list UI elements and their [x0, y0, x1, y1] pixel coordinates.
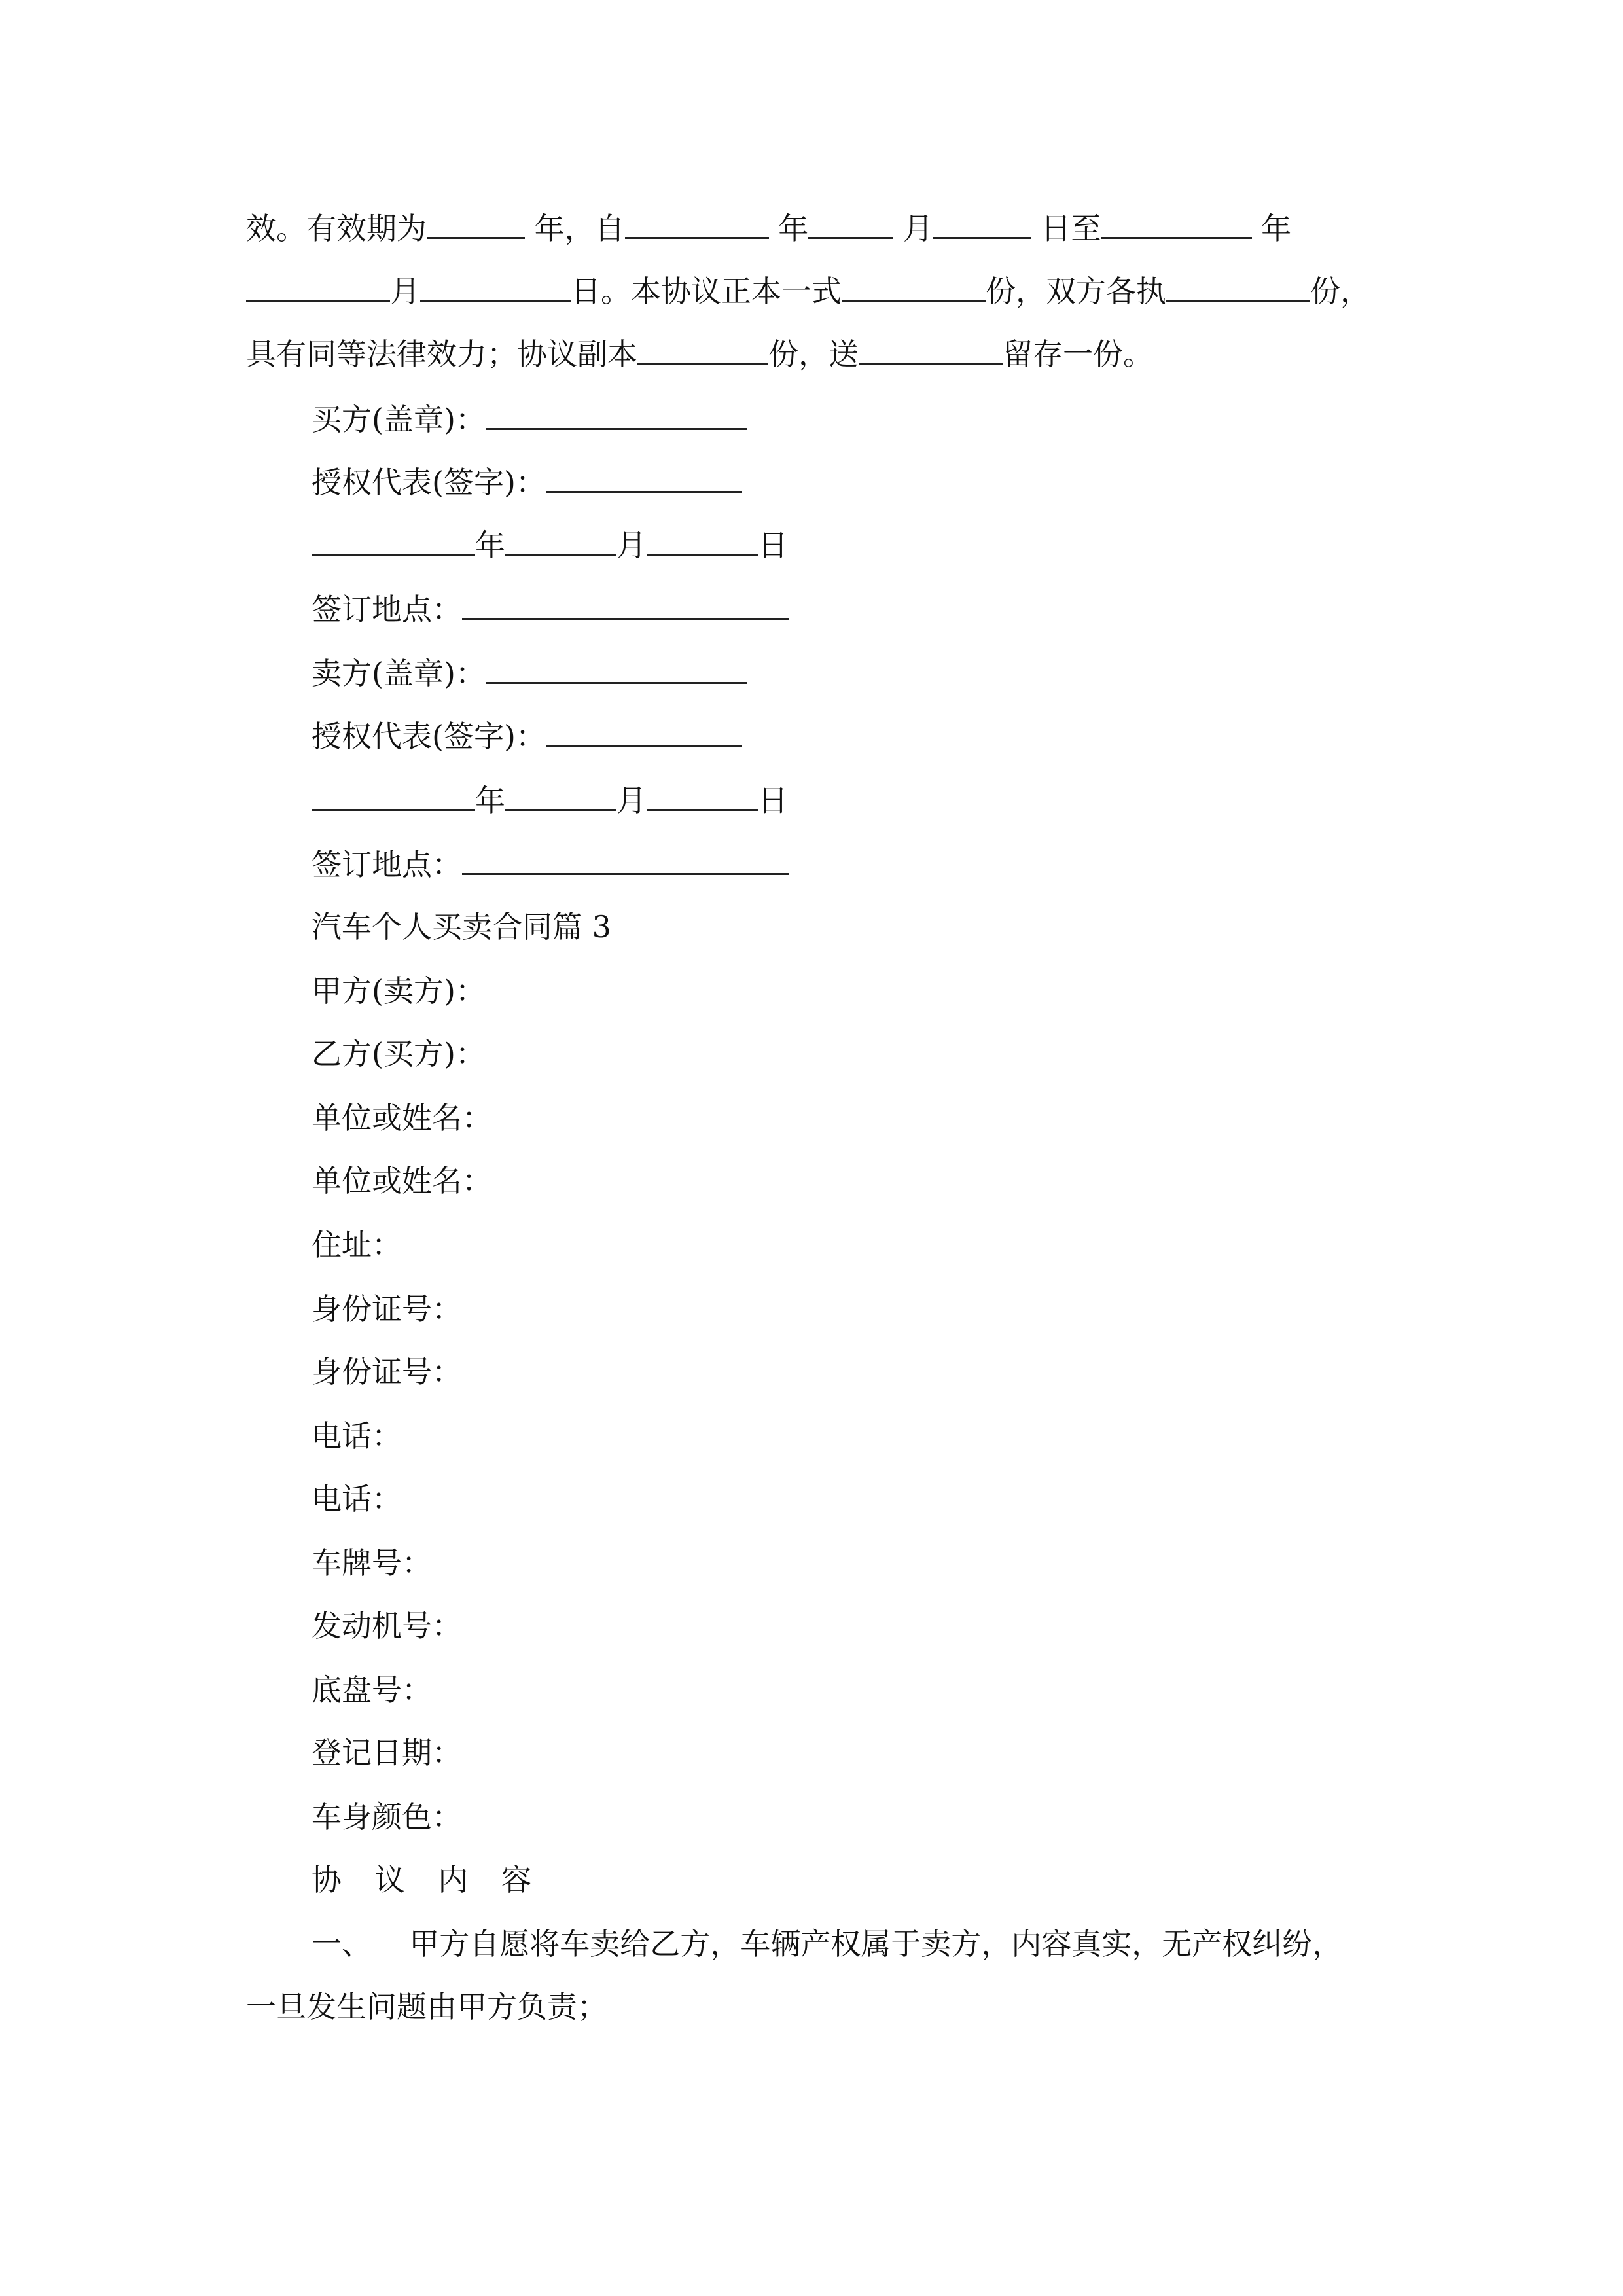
clause-1-line-1: [312, 1924, 1342, 1964]
buyer-seal-blank[interactable]: [486, 399, 747, 430]
validity-line-1: [246, 208, 1291, 248]
buyer-rep-blank[interactable]: [546, 462, 742, 493]
seller-seal-row: [312, 653, 747, 693]
seller-seal-label: 卖方(盖章)：: [312, 656, 486, 691]
field-unit-name-a: 单位或姓名：: [312, 1100, 492, 1136]
agreement-heading: 协 议 内 容: [312, 1862, 543, 1897]
duplicate-copies-blank[interactable]: [637, 334, 768, 365]
seller-day-blank[interactable]: [647, 780, 758, 811]
text-copies: 日。本协议正本一式: [571, 274, 842, 309]
field-party-b: 乙方(买方)：: [312, 1036, 486, 1071]
buyer-place-blank[interactable]: [462, 589, 789, 620]
seller-date-row: [312, 780, 788, 820]
buyer-seal-row: [312, 399, 747, 439]
validity-years-blank[interactable]: [427, 208, 525, 239]
seller-place-blank[interactable]: [462, 844, 789, 875]
buyer-day-blank[interactable]: [647, 525, 758, 556]
field-address: 住址：: [312, 1227, 402, 1263]
text-month-end: 月: [390, 274, 420, 309]
each-holds-blank[interactable]: [1166, 271, 1310, 302]
seller-month-blank[interactable]: [505, 780, 616, 811]
seller-place-row: [312, 844, 789, 884]
end-day-blank[interactable]: [420, 271, 571, 302]
text-year-end: 年: [1261, 211, 1292, 246]
text-each-holds: 份，双方各执: [986, 274, 1166, 309]
end-month-blank[interactable]: [246, 271, 390, 302]
field-phone-b: 电话：: [312, 1481, 402, 1516]
seller-place-label: 签订地点：: [312, 847, 462, 882]
field-engine-number: 发动机号：: [312, 1608, 462, 1643]
buyer-rep-label: 授权代表(签字)：: [312, 465, 546, 500]
field-chassis-number: 底盘号：: [312, 1672, 432, 1708]
start-year-blank[interactable]: [625, 208, 769, 239]
text-send: 份，送: [768, 336, 859, 372]
send-to-blank[interactable]: [859, 334, 1003, 365]
clause-1-text: 甲方自愿将车卖给乙方，车辆产权属于卖方，内容真实，无产权纠纷，: [409, 1926, 1343, 1962]
section-heading: 汽车个人买卖合同篇 3: [312, 909, 611, 944]
text-day-to: 日至: [1041, 211, 1101, 246]
buyer-rep-row: [312, 462, 742, 502]
text-year: 年: [778, 211, 809, 246]
buyer-month-label: 月: [616, 528, 647, 563]
buyer-day-label: 日: [758, 528, 788, 563]
validity-line-3: [246, 334, 1153, 374]
original-copies-blank[interactable]: [842, 271, 986, 302]
seller-rep-label: 授权代表(签字)：: [312, 719, 546, 754]
seller-rep-blank[interactable]: [546, 716, 742, 747]
validity-text: 效。有效期为: [246, 211, 427, 246]
validity-line-2: [246, 271, 1370, 311]
field-id-number-a: 身份证号：: [312, 1291, 462, 1327]
buyer-year-label: 年: [475, 528, 505, 563]
clause-1-line-2: 一旦发生问题由甲方负责；: [246, 1989, 607, 2024]
seller-month-label: 月: [616, 783, 647, 818]
buyer-month-blank[interactable]: [505, 525, 616, 556]
start-day-blank[interactable]: [933, 208, 1031, 239]
buyer-seal-label: 买方(盖章)：: [312, 402, 486, 437]
field-body-color: 车身颜色：: [312, 1799, 462, 1835]
field-party-a: 甲方(卖方)：: [312, 973, 486, 1009]
field-registration-date: 登记日期：: [312, 1735, 462, 1770]
field-plate-number: 车牌号：: [312, 1545, 432, 1581]
text-month: 月: [902, 211, 933, 246]
text-copies-end: 份，: [1310, 274, 1370, 309]
text-year-from: 年，自: [534, 211, 625, 246]
field-id-number-b: 身份证号：: [312, 1354, 462, 1390]
seller-seal-blank[interactable]: [486, 653, 747, 684]
start-month-blank[interactable]: [808, 208, 893, 239]
seller-year-blank[interactable]: [312, 780, 475, 811]
field-phone-a: 电话：: [312, 1418, 402, 1454]
buyer-year-blank[interactable]: [312, 525, 475, 556]
text-keep-one: 留存一份。: [1003, 336, 1153, 372]
buyer-place-label: 签订地点：: [312, 592, 462, 627]
seller-rep-row: [312, 716, 742, 756]
field-unit-name-b: 单位或姓名：: [312, 1163, 492, 1198]
end-year-blank[interactable]: [1101, 208, 1252, 239]
buyer-date-row: [312, 525, 788, 565]
text-legal-effect: 具有同等法律效力；协议副本: [246, 336, 637, 372]
seller-year-label: 年: [475, 783, 505, 818]
seller-day-label: 日: [758, 783, 788, 818]
buyer-place-row: [312, 589, 789, 629]
clause-1-number: 一、: [312, 1926, 372, 1962]
